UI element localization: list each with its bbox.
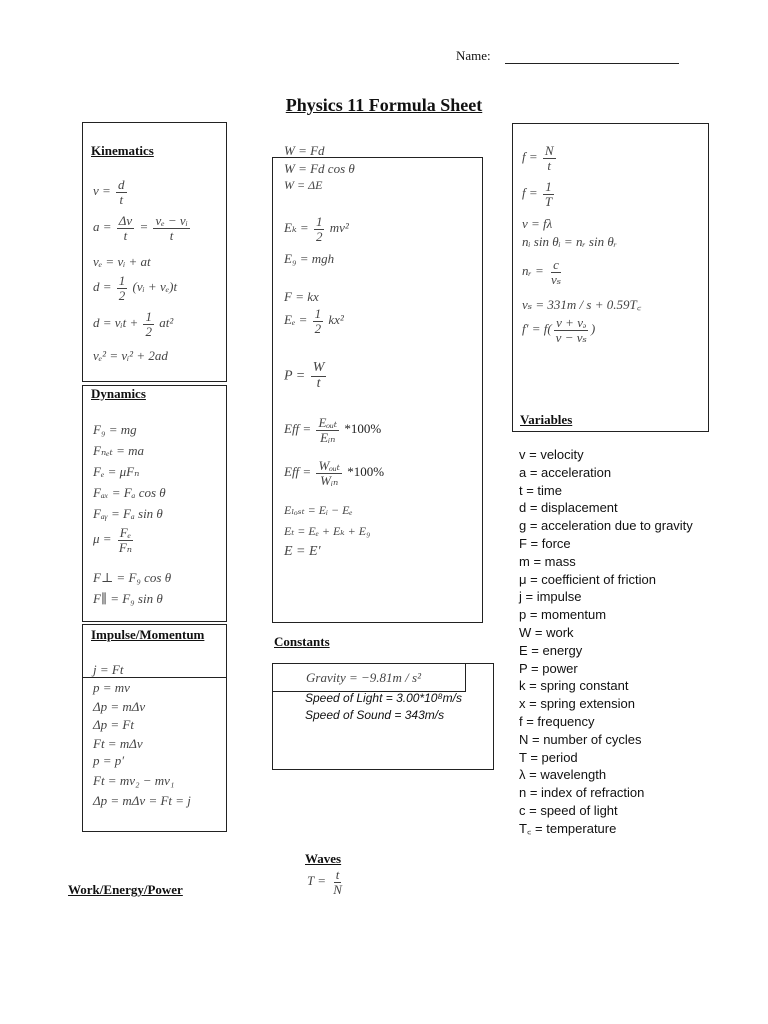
work-energy-formula: W = ΔE — [284, 178, 323, 192]
list-item: λ = wavelength — [519, 767, 607, 783]
potential-energy-formula: E₉ = mgh — [284, 251, 335, 266]
list-item: T꜀ = temperature — [519, 820, 617, 836]
kinematics-heading: Kinematics — [91, 143, 154, 158]
refraction-index-formula: nᵣ = $\frac{c}{\text{vₛ}}$ — [522, 257, 562, 287]
list-item: μ = coefficient of friction — [519, 571, 656, 587]
dynamics-applied-x: Fₐₓ = Fₐ cos θ — [93, 485, 166, 500]
momentum-change-formula: Δp = mΔv — [93, 699, 146, 714]
energy-conservation-formula: E = E′ — [284, 544, 321, 559]
kinematics-acceleration-formula: a = $\frac{\Delta v}{t}$ = $\frac{\text{vₑ − vᵢ}}{t}$ — [93, 213, 188, 243]
dynamics-gravity-force: F₉ = mg — [93, 422, 137, 437]
impulse-formula: j = Ft — [93, 662, 124, 677]
list-item: c = speed of light — [519, 802, 618, 818]
name-label: Name: — [456, 48, 491, 63]
wave-period-formula: T = $\frac{t}{N}$ — [307, 867, 342, 897]
kinetic-energy-formula: Eₖ = $\frac{1}{2}$ mv² — [284, 214, 349, 244]
sound-speed-formula: vₛ = 331m / s + 0.59T꜀ — [522, 297, 642, 312]
list-item: t = time — [519, 482, 562, 498]
elastic-energy-formula: Eₑ = $\frac{1}{2}$ kx² — [284, 306, 344, 336]
dynamics-perpendicular-force: F⊥ = F₉ cos θ — [93, 570, 172, 585]
frequency-cycles-formula: f = $\frac{N}{t}$ — [522, 143, 554, 173]
dynamics-applied-y: Fₐᵧ = Fₐ sin θ — [93, 506, 163, 521]
dynamics-box — [82, 385, 227, 622]
list-item: f = frequency — [519, 713, 595, 729]
list-item: k = spring constant — [519, 678, 629, 694]
list-item: p = momentum — [519, 607, 607, 623]
constants-heading: Constants — [274, 634, 330, 649]
kinematics-displacement-accel-formula: d = vᵢt + $\frac{1}{2}$ at² — [93, 309, 174, 339]
efficiency-work-formula: Eff = $\frac{\text{Wₒᵤₜ}}{\text{Wᵢₙ}}$ *100% — [284, 458, 385, 488]
list-item: j = impulse — [519, 589, 582, 605]
waves-heading: Waves — [305, 851, 342, 866]
impulse-velocities-formula: Ft = mv₂ − mv₁ — [93, 773, 175, 788]
list-item: F = force — [519, 535, 571, 551]
hooke-law-formula: F = kx — [284, 289, 319, 304]
kinematics-final-velocity-formula: vₑ = vᵢ + at — [93, 254, 151, 269]
list-item: m = mass — [519, 553, 576, 569]
work-angle-formula: W = Fd cos θ — [284, 161, 355, 176]
page-title: Physics 11 Formula Sheet — [285, 95, 483, 115]
list-item: d = displacement — [519, 500, 618, 516]
work-energy-heading: Work/Energy/Power — [68, 882, 183, 897]
list-item: g = acceleration due to gravity — [519, 518, 693, 534]
efficiency-energy-formula: Eff = $\frac{\text{Eₒᵤₜ}}{\text{Eᵢₙ}}$ *100% — [284, 415, 382, 445]
speed-of-light-constant: Speed of Light = 3.00*10⁸m/s — [305, 691, 462, 705]
dynamics-parallel-force: F∥ = F₉ sin θ — [93, 591, 163, 606]
dynamics-friction-force: Fₑ = μFₙ — [93, 464, 140, 479]
kinematics-displacement-avg-formula: d = $\frac{1}{2}$ (vᵢ + vₑ)t — [93, 273, 178, 303]
momentum-conservation-formula: p = p′ — [93, 753, 125, 768]
list-item: T = period — [519, 749, 578, 765]
list-item: E = energy — [519, 642, 583, 658]
kinematics-velocity-formula: v = $\frac{d}{t}$ — [93, 177, 125, 207]
snell-law-formula: nᵢ sin θᵢ = nᵣ sin θᵣ — [522, 234, 617, 249]
kinematics-velocity-squared-formula: vₑ² = vᵢ² + 2ad — [93, 348, 168, 363]
gravity-constant: Gravity = −9.81m / s² — [306, 670, 421, 685]
work-formula: W = Fd — [284, 143, 325, 158]
dynamics-heading: Dynamics — [91, 386, 146, 401]
list-item: N = number of cycles — [519, 731, 642, 747]
power-formula: P = $\frac{W}{t}$ — [284, 360, 325, 391]
impulse-momentum-formula: Ft = mΔv — [93, 736, 143, 751]
list-item: x = spring extension — [519, 696, 635, 712]
momentum-impulse-formula: Δp = Ft — [93, 717, 134, 732]
frequency-period-formula: f = $\frac{1}{T}$ — [522, 179, 553, 209]
kinematics-box — [82, 122, 227, 382]
impulse-heading: Impulse/Momentum — [91, 627, 205, 642]
variables-list — [519, 446, 693, 838]
momentum-formula: p = mv — [93, 680, 130, 695]
name-line[interactable] — [505, 63, 679, 64]
list-item: v = velocity — [519, 447, 584, 462]
list-item: n = index of refraction — [519, 785, 645, 801]
lost-energy-formula: Eₗₒₛₜ = Eᵢ − Eₑ — [284, 503, 353, 517]
dynamics-net-force: Fₙₑₜ = ma — [93, 443, 144, 458]
list-item: a = acceleration — [519, 464, 612, 480]
list-item: W = work — [519, 624, 574, 640]
doppler-formula: f′ = f( $\frac{\text{v + vₔ}}{\text{v − vₛ}}$ ) — [522, 315, 596, 345]
total-energy-formula: Eₜ = Eₑ + Eₖ + E₉ — [284, 524, 371, 538]
speed-of-sound-constant: Speed of Sound = 343m/s — [305, 708, 445, 722]
momentum-chain-formula: Δp = mΔv = Ft = j — [93, 793, 191, 808]
wave-speed-formula: v = fλ — [522, 216, 553, 231]
list-item: P = power — [519, 660, 578, 676]
variables-heading: Variables — [520, 412, 573, 427]
dynamics-friction-coefficient: μ = $\frac{\text{Fₑ}}{\text{Fₙ}}$ — [93, 525, 133, 555]
